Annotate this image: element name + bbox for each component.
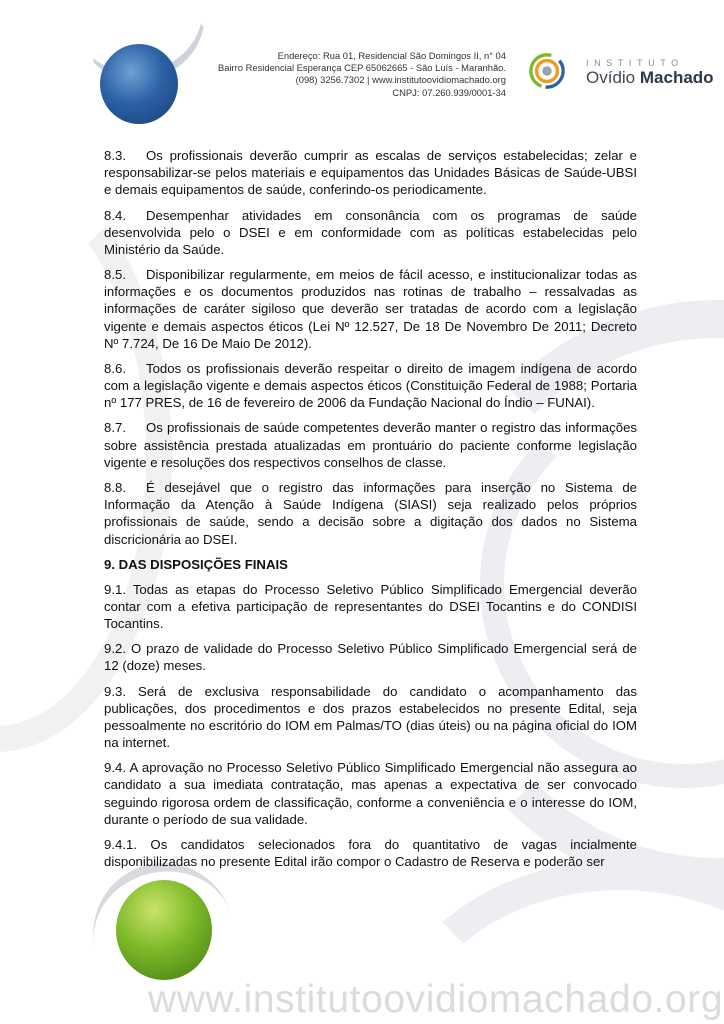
- document-body: [104, 147, 637, 878]
- address-line: Bairro Residencial Esperança CEP 65062665 - São Luís - Maranhão.: [217, 62, 506, 74]
- clause-text: Disponibilizar regularmente, em meios de fácil acesso, e institucionalizar todas as informações e os documentos produzidos nas rotinas de trabalho – ressalvadas as informações de caráter sigiloso que deverão ser tratadas de acordo com a legislação vigente e demais aspectos éticos (Lei Nº 12.527, De 18 De Novembro De 2011; Decreto Nº 7.724, De 16 De Maio De 2012).: [104, 267, 637, 351]
- clause-8-4: [104, 207, 637, 259]
- clause-8-7: [104, 419, 637, 471]
- clause-number: 8.3.: [104, 148, 126, 163]
- clause-text: Os profissionais de saúde competentes deverão manter o registro das informações sobre assistência prestada atualizadas em prontuário do paciente conforme legislação vigente e resoluções dos respectivos conselhos de classe.: [104, 420, 637, 470]
- paragraph-9-1: 9.1. Todas as etapas do Processo Seletivo Público Simplificado Emergencial deverão contar com a efetiva participação de representantes do DSEI Tocantins e do CONDISI Tocantins.: [104, 581, 637, 632]
- clause-text: Os profissionais deverão cumprir as escalas de serviços estabelecidas; zelar e responsabilizar-se pelos materiais e equipamentos das Unidades Básicas de Saúde-UBSI e demais equipamentos de saúde, conferindo-os periodicamente.: [104, 148, 637, 198]
- paragraph-9-4-1: 9.4.1. Os candidatos selecionados fora do quantitativo de vagas incialmente disponibilizadas no presente Edital irão compor o Cadastro de Reserva e poderão ser: [104, 836, 637, 870]
- footer-website-url: www.institutoovidiomachado.org: [148, 978, 724, 1021]
- clause-number: 8.8.: [104, 479, 126, 495]
- header-address: [190, 50, 506, 99]
- clause-8-3: [104, 147, 637, 199]
- address-line: Endereço: Rua 01, Residencial São Domingos II, n° 04: [277, 50, 506, 61]
- logo-name-second: Machado: [639, 68, 714, 87]
- clause-number: 8.7.: [104, 420, 126, 436]
- logo-mark-icon: [528, 52, 566, 90]
- paragraph-9-4: 9.4. A aprovação no Processo Seletivo Público Simplificado Emergencial não assegura ao candidato a sua imediata contratação, mas apenas a expectativa de ser convocado seguindo rigorosa ordem de classificação, conforme a conveniência e o interesse do IOM, durante o período de sua validade.: [104, 760, 637, 827]
- instituto-ovidio-machado-logo: [528, 44, 714, 96]
- clause-8-6: [104, 360, 637, 412]
- clause-8-8: [104, 479, 637, 548]
- clause-number: 8.5.: [104, 267, 126, 282]
- paragraph-9-2: 9.2. O prazo de validade do Processo Seletivo Público Simplificado Emergencial será de 12 (doze) meses.: [104, 641, 637, 674]
- clause-text: É desejável que o registro das informações para inserção no Sistema de Informação da Atenção à Saúde Indígena (SIASI) seja realizado pelos próprios profissionais de saúde, sendo a decisão sobre a digitação dos dados no Sistema discricionária ao DSEI.: [104, 479, 637, 547]
- logo-name-first: Ovídio: [586, 68, 636, 87]
- address-line: (098) 3256.7302 | www.institutoovidiomachado.org: [295, 74, 506, 86]
- paragraph-9-3: 9.3. Será de exclusiva responsabilidade do candidato o acompanhamento das publicações, dos procedimentos e dos prazos estabelecidos no presente Edital, seja pessoalmente no escritório do IOM em Palmas/TO (dias úteis) ou na página oficial do IOM na internet.: [104, 683, 637, 751]
- clause-number: 8.6.: [104, 360, 126, 376]
- blue-sphere-decoration: [100, 44, 178, 124]
- section-title: 9. DAS DISPOSIÇÕES FINAIS: [104, 556, 288, 572]
- logo-instituto-text: INSTITUTO: [586, 58, 684, 68]
- clause-text: Todos os profissionais deverão respeitar o direito de imagem indígena de acordo com a legislação vigente e demais aspectos éticos (Constituição Federal de 1988; Portaria nº 177 PRES, de 16 de fevereiro de 2006 da Fundação Nacional do Índio – FUNAI).: [104, 360, 637, 411]
- clause-8-5: [104, 266, 637, 352]
- logo-name-text: [586, 68, 714, 88]
- green-sphere-decoration: [116, 880, 212, 980]
- clause-text: Desempenhar atividades em consonância com os programas de saúde desenvolvida pelo o DSEI e em conformidade com as políticas estabelecidas pelo Ministério da Saúde.: [104, 207, 637, 257]
- cnpj-line: CNPJ: 07.260.939/0001-34: [392, 86, 506, 98]
- clause-number: 8.4.: [104, 207, 126, 223]
